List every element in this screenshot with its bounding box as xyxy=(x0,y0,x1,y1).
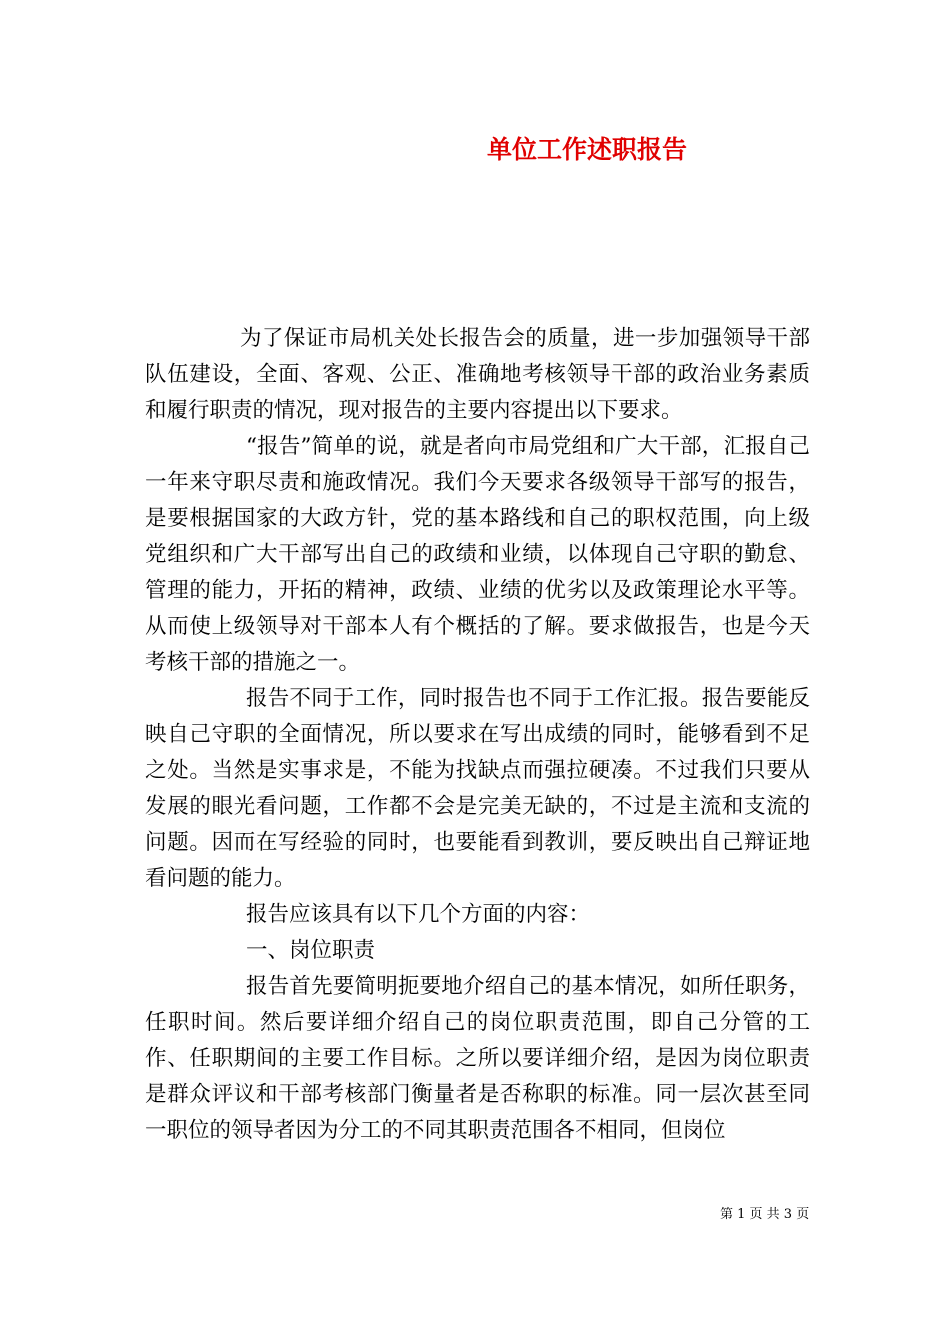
page-number-footer: 第 1 页 共 3 页 xyxy=(720,1207,810,1222)
paragraph-intro: 为了保证市局机关处长报告会的质量，进一步加强领导干部队伍建设，全面、客观、公正、准确地考核领导干部的政治业务素质和履行职责的情况，现对报告的主要内容提出以下要求。 xyxy=(145,326,810,423)
document-title: 单位工作述职报告 xyxy=(487,135,688,164)
paragraph-report-difference: 报告不同于工作，同时报告也不同于工作汇报。报告要能反映自己守职的全面情况，所以要求在写出成绩的同时，能够看到不足之处。当然是实事求是，不能为找缺点而强拉硬凑。不过我们只要从发展的眼光看问题，工作都不会是完美无缺的，不过是主流和支流的问题。因而在写经验的同时，也要能看到教训，要反映出自己辩证地看问题的能力。 xyxy=(145,686,810,891)
paragraph-report-definition: “报告”简单的说，就是者向市局党组和广大干部，汇报自己一年来守职尽责和施政情况。我们今天要求各级领导干部写的报告，是要根据国家的大政方针，党的基本路线和自己的职权范围，向上级党组织和广大干部写出自己的政绩和业绩，以体现自己守职的勤怠、管理的能力，开拓的精神，政绩、业绩的优劣以及政策理论水平等。从而使上级领导对干部本人有个概括的了解。要求做报告，也是今天考核干部的措施之一。 xyxy=(145,434,810,675)
section-heading-duties: 一、岗位职责 xyxy=(246,938,376,963)
paragraph-content-intro: 报告应该具有以下几个方面的内容： xyxy=(246,902,591,927)
document-body xyxy=(145,321,810,1149)
paragraph-duties: 报告首先要简明扼要地介绍自己的基本情况，如所任职务，任职时间。然后要详细介绍自己的岗位职责范围，即自己分管的工作、任职期间的主要工作目标。之所以要详细介绍，是因为岗位职责是群众评议和干部考核部门衡量者是否称职的标准。同一层次甚至同一职位的领导者因为分工的不同其职责范围各不相同，但岗位 xyxy=(145,974,810,1143)
